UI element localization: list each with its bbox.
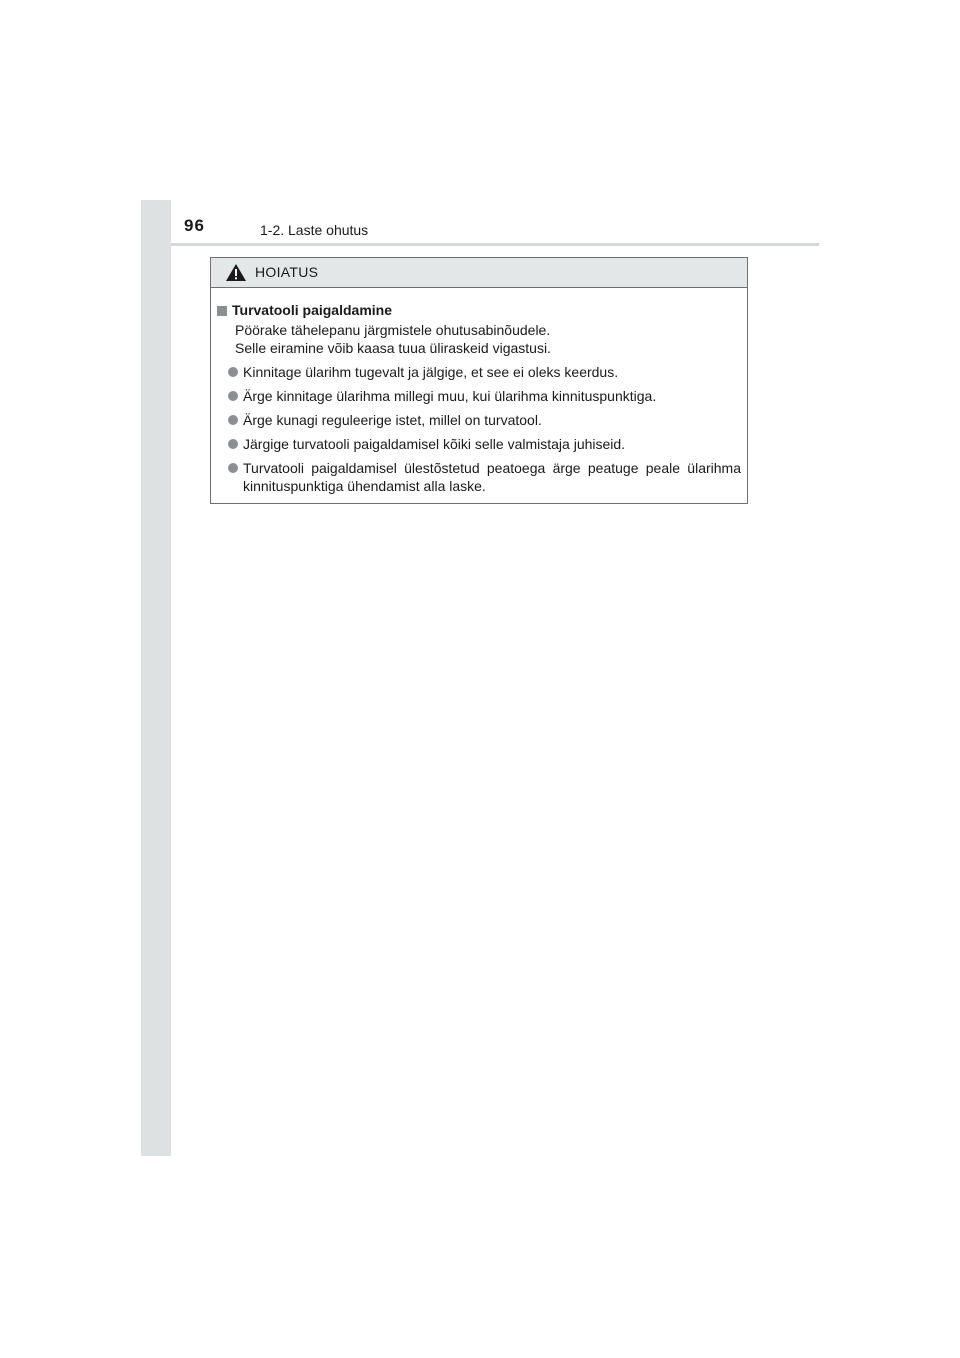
warning-heading-row — [217, 301, 741, 319]
dot-bullet-icon — [228, 463, 238, 473]
list-item-text: Järgige turvatooli paigaldamisel kõiki selle valmistaja juhiseid. — [243, 436, 626, 452]
dot-bullet-icon — [228, 439, 238, 449]
list-item-text: Turvatooli paigaldamisel ülestõstetud peatoega ärge peatuge peale ülarihma kinnituspunktiga ühendamist alla laske. — [243, 460, 741, 494]
section-title: 1-2. Laste ohutus — [260, 222, 369, 238]
page-side-band — [141, 200, 171, 1156]
dot-bullet-icon — [228, 367, 238, 377]
warning-triangle-icon — [225, 263, 247, 282]
list-item-text: Kinnitage ülarihm tugevalt ja jälgige, et see ei oleks keerdus. — [243, 364, 619, 380]
dot-bullet-icon — [228, 391, 238, 401]
precaution-list — [217, 363, 741, 495]
list-item — [217, 387, 741, 405]
dot-bullet-icon — [228, 415, 238, 425]
square-bullet-icon — [217, 306, 227, 316]
warning-intro — [217, 321, 741, 357]
warning-header — [211, 258, 747, 288]
list-item — [217, 363, 741, 381]
warning-body — [211, 288, 747, 495]
list-item-text: Ärge kinnitage ülarihma millegi muu, kui ülarihma kinnituspunktiga. — [243, 388, 657, 404]
warning-heading: Turvatooli paigaldamine — [232, 302, 392, 318]
list-item — [217, 435, 741, 453]
intro-line-2: Selle eiramine võib kaasa tuua üliraskeid vigastusi. — [235, 340, 551, 356]
intro-line-1: Pöörake tähelepanu järgmistele ohutusabinõudele. — [235, 322, 551, 338]
warning-box — [210, 257, 748, 504]
list-item-text: Ärge kunagi reguleerige istet, millel on turvatool. — [243, 412, 542, 428]
header-divider — [171, 243, 819, 246]
list-item — [217, 459, 741, 495]
page-number: 96 — [184, 216, 205, 235]
warning-label: HOIATUS — [255, 264, 319, 280]
list-item — [217, 411, 741, 429]
